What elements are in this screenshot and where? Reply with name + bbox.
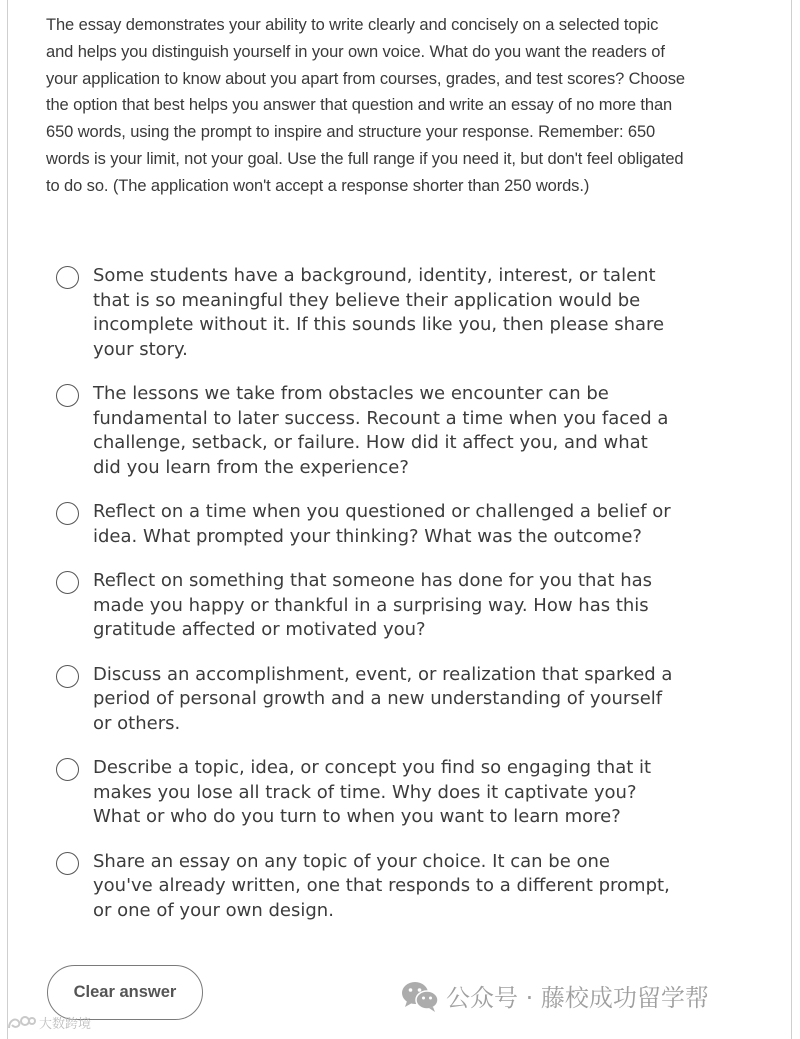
wechat-watermark <box>400 978 709 1013</box>
prompt-option-4[interactable] <box>56 569 696 643</box>
prompt-option-1[interactable] <box>56 264 696 362</box>
prompt-option-label: Share an essay on any topic of your choice. It can be one you've already written, one that responds to a different prompt, or one of your own design. <box>93 850 670 921</box>
prompt-option-label: The lessons we take from obstacles we encounter can be fundamental to later success. Recount a time when you faced a challenge, setback, or failure. How did it affect you, and what did you learn from the experience? <box>93 383 669 478</box>
essay-instructions: The essay demonstrates your ability to write clearly and concisely on a selected topic and helps you distinguish yourself in your own voice. What do you want the readers of your application to know about you apart from courses, grades, and test scores? Choose the option that best helps you answer that question and write an essay of no more than 650 words, using the prompt to inspire and structure your response. Remember: 650 words is your limit, not your goal. Use the full range if you need it, but don't feel obligated to do so. (The application won't accept a response shorter than 250 words.) <box>46 16 685 195</box>
prompt-option-2[interactable] <box>56 382 696 480</box>
radio-button[interactable] <box>56 502 79 525</box>
radio-button[interactable] <box>56 384 79 407</box>
watermark-text: 大数跨境 <box>39 1017 92 1032</box>
radio-button[interactable] <box>56 665 79 688</box>
watermark-logo-icon <box>6 1014 36 1032</box>
corner-watermark <box>6 1013 91 1032</box>
prompt-option-label: Some students have a background, identity, interest, or talent that is so meaningful they believe their application would be incomplete without it. If this sounds like you, then please share your story. <box>93 265 665 360</box>
clear-answer-button[interactable]: Clear answer <box>47 965 203 1020</box>
prompt-option-label: Reflect on something that someone has done for you that has made you happy or thankful in a surprising way. How has this gratitude affected or motivated you? <box>93 570 653 640</box>
prompt-option-7[interactable] <box>56 850 696 924</box>
wechat-icon <box>400 979 440 1013</box>
radio-button[interactable] <box>56 571 79 594</box>
essay-prompt-options <box>56 264 696 923</box>
prompt-option-3[interactable] <box>56 500 696 549</box>
prompt-option-label: Discuss an accomplishment, event, or realization that sparked a period of personal growth and a new understanding of yourself or others. <box>93 663 673 734</box>
radio-button[interactable] <box>56 266 79 289</box>
prompt-option-label: Describe a topic, idea, or concept you find so engaging that it makes you lose all track of time. Why does it captivate you? What or who do you turn to when you want to learn more? <box>93 757 652 827</box>
prompt-option-6[interactable] <box>56 756 696 830</box>
wechat-account-text: 公众号 · 藤校成功留学帮 <box>446 984 709 1012</box>
prompt-option-label: Reflect on a time when you questioned or challenged a belief or idea. What prompted your thinking? What was the outcome? <box>93 501 671 547</box>
radio-button[interactable] <box>56 758 79 781</box>
radio-button[interactable] <box>56 852 79 875</box>
prompt-option-5[interactable] <box>56 663 696 737</box>
